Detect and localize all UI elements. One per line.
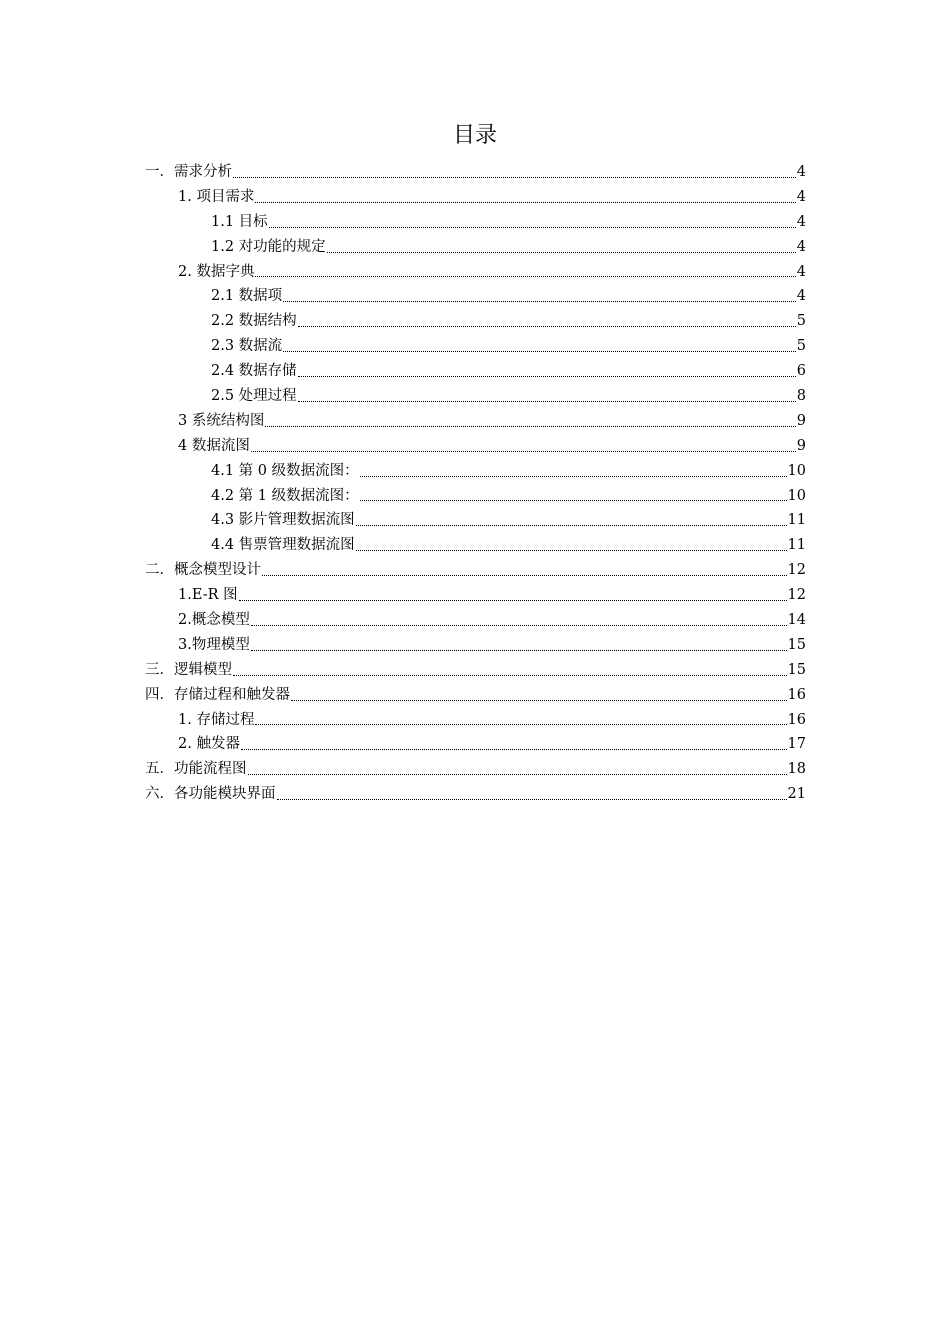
toc-entry-page-number: 4 xyxy=(796,188,806,205)
toc-dot-leader xyxy=(277,799,787,800)
toc-dot-leader xyxy=(356,550,787,551)
toc-entry-page-number: 16 xyxy=(787,686,806,703)
toc-entry[interactable] xyxy=(145,409,806,434)
toc-entry-label: 四．存储过程和触发器 xyxy=(145,686,290,703)
toc-entry[interactable] xyxy=(145,434,806,459)
toc-entry-page-number: 8 xyxy=(796,388,806,405)
toc-dot-leader xyxy=(262,575,787,576)
toc-entry[interactable] xyxy=(145,533,806,558)
toc-entry-label: 4.4 售票管理数据流图 xyxy=(211,537,355,554)
toc-entry[interactable] xyxy=(145,608,806,633)
toc-dot-leader xyxy=(233,675,787,676)
toc-entry[interactable] xyxy=(145,484,806,509)
toc-entry-page-number: 4 xyxy=(796,238,806,255)
toc-entry[interactable] xyxy=(145,210,806,235)
toc-entry[interactable] xyxy=(145,633,806,658)
toc-dot-leader xyxy=(255,276,795,277)
toc-entry-label: 2.概念模型 xyxy=(178,612,250,629)
toc-entry-label: 一．需求分析 xyxy=(145,164,232,180)
toc-dot-leader xyxy=(356,525,787,526)
toc-entry-page-number: 12 xyxy=(787,587,806,604)
toc-entry-page-number: 4 xyxy=(796,164,806,180)
toc-entry[interactable] xyxy=(145,683,806,708)
toc-dot-leader xyxy=(360,500,787,501)
toc-entry-page-number: 6 xyxy=(796,363,806,380)
toc-dot-leader xyxy=(239,600,787,601)
toc-entry-page-number: 12 xyxy=(787,562,806,579)
toc-entry-page-number: 21 xyxy=(787,786,806,803)
toc-entry[interactable] xyxy=(145,235,806,260)
toc-entry[interactable] xyxy=(145,459,806,484)
toc-entry-label: 1.E-R 图 xyxy=(178,587,238,604)
toc-entry[interactable] xyxy=(145,185,806,210)
toc-entry[interactable] xyxy=(145,359,806,384)
toc-entry-label: 1. 项目需求 xyxy=(178,188,255,205)
toc-entry-page-number: 17 xyxy=(787,736,806,753)
toc-entry-page-number: 9 xyxy=(796,437,806,454)
toc-entry-label: 2.1 数据项 xyxy=(211,288,283,305)
toc-entry-page-number: 4 xyxy=(796,263,806,280)
toc-entry-label: 1.2 对功能的规定 xyxy=(211,238,326,255)
toc-entry-label: 2.5 处理过程 xyxy=(211,388,297,405)
toc-entry[interactable] xyxy=(145,732,806,757)
toc-entry-label: 4 数据流图 xyxy=(178,437,250,454)
toc-dot-leader xyxy=(241,749,787,750)
toc-dot-leader xyxy=(269,227,796,228)
toc-dot-leader xyxy=(255,202,795,203)
toc-entry-label: 2. 触发器 xyxy=(178,736,240,753)
toc-entry[interactable] xyxy=(145,260,806,285)
toc-dot-leader xyxy=(233,177,796,178)
toc-dot-leader xyxy=(283,301,796,302)
toc-entry-page-number: 18 xyxy=(787,761,806,778)
toc-entry[interactable] xyxy=(145,384,806,409)
toc-dot-leader xyxy=(298,326,796,327)
toc-entry[interactable] xyxy=(145,558,806,583)
toc-entry-label: 2. 数据字典 xyxy=(178,263,255,280)
toc-dot-leader xyxy=(327,252,796,253)
toc-dot-leader xyxy=(251,650,787,651)
toc-entry-label: 4.1 第 0 级数据流图： xyxy=(211,462,359,479)
toc-dot-leader xyxy=(251,625,787,626)
toc-dot-leader xyxy=(298,376,796,377)
toc-entry[interactable] xyxy=(145,508,806,533)
toc-dot-leader xyxy=(251,451,796,452)
toc-entry-page-number: 16 xyxy=(787,711,806,728)
toc-entry-label: 4.2 第 1 级数据流图： xyxy=(211,487,359,504)
toc-entry-page-number: 11 xyxy=(787,512,806,529)
toc-dot-leader xyxy=(255,724,786,725)
toc-entry[interactable] xyxy=(145,782,806,807)
toc-entry[interactable] xyxy=(145,583,806,608)
toc-entry-page-number: 15 xyxy=(787,636,806,653)
toc-dot-leader xyxy=(291,700,787,701)
toc-entry-page-number: 11 xyxy=(787,537,806,554)
toc-entry-page-number: 10 xyxy=(787,462,806,479)
toc-entry-label: 3 系统结构图 xyxy=(178,412,265,429)
toc-dot-leader xyxy=(248,774,787,775)
toc-entry-page-number: 5 xyxy=(796,313,806,330)
toc-entry-label: 3.物理模型 xyxy=(178,636,250,653)
toc-entry-page-number: 4 xyxy=(796,213,806,230)
toc-entry-page-number: 9 xyxy=(796,412,806,429)
toc-entry-label: 三．逻辑模型 xyxy=(145,661,232,678)
toc-entry-label: 五．功能流程图 xyxy=(145,761,247,778)
toc-entry-label: 2.4 数据存储 xyxy=(211,363,297,380)
toc-entry-label: 4.3 影片管理数据流图 xyxy=(211,512,355,529)
toc-list xyxy=(145,160,806,807)
toc-entry-page-number: 15 xyxy=(787,661,806,678)
toc-entry-label: 2.2 数据结构 xyxy=(211,313,297,330)
toc-entry[interactable] xyxy=(145,284,806,309)
toc-entry-page-number: 5 xyxy=(796,338,806,355)
toc-entry-page-number: 4 xyxy=(796,288,806,305)
toc-entry-label: 1. 存储过程 xyxy=(178,711,255,728)
toc-entry[interactable] xyxy=(145,708,806,733)
toc-entry-page-number: 10 xyxy=(787,487,806,504)
toc-entry[interactable] xyxy=(145,309,806,334)
toc-dot-leader xyxy=(283,351,796,352)
toc-entry[interactable] xyxy=(145,160,806,185)
toc-entry-page-number: 14 xyxy=(787,612,806,629)
toc-entry-label: 2.3 数据流 xyxy=(211,338,283,355)
toc-dot-leader xyxy=(298,401,796,402)
toc-entry[interactable] xyxy=(145,334,806,359)
toc-entry-label: 二．概念模型设计 xyxy=(145,562,261,579)
toc-dot-leader xyxy=(360,476,787,477)
toc-entry[interactable] xyxy=(145,757,806,782)
toc-entry[interactable] xyxy=(145,658,806,683)
toc-dot-leader xyxy=(265,426,795,427)
toc-entry-label: 1.1 目标 xyxy=(211,213,268,230)
toc-title: 目录 xyxy=(452,123,497,148)
toc-entry-label: 六．各功能模块界面 xyxy=(145,786,276,803)
